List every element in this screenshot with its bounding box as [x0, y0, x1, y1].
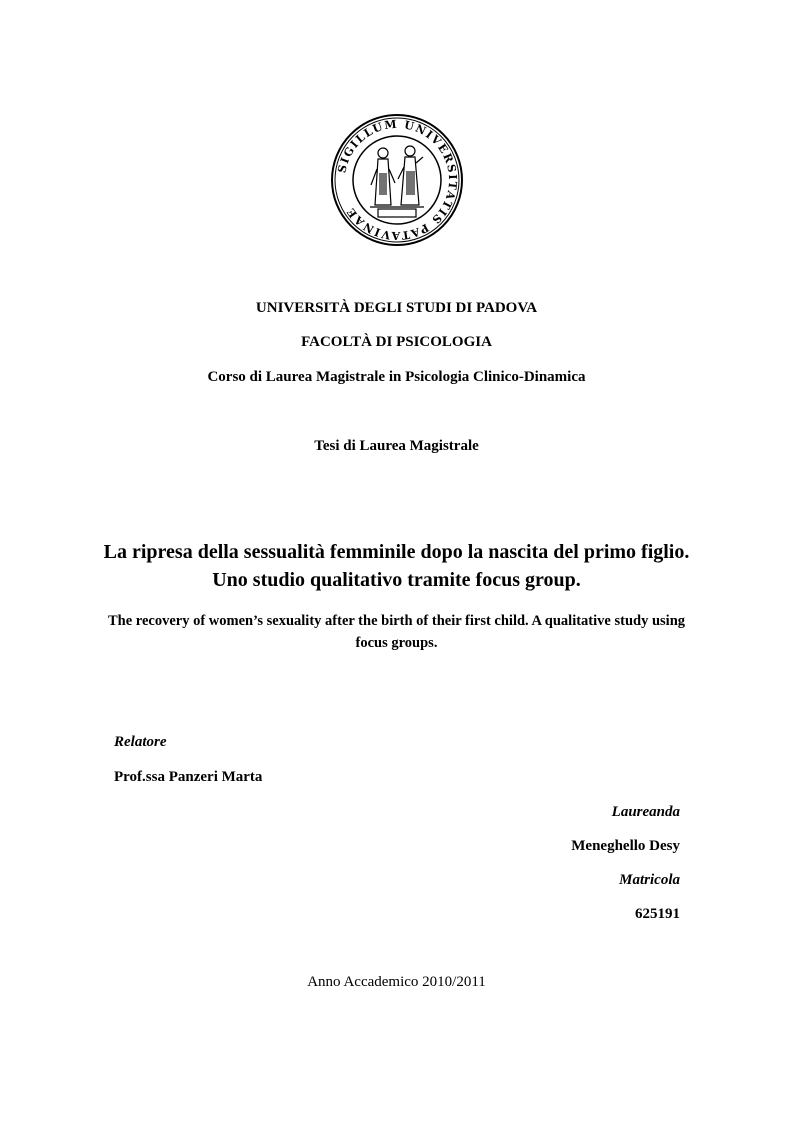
university-name: UNIVERSITÀ DEGLI STUDI DI PADOVA — [255, 300, 538, 316]
candidate-name: Meneghello Desy — [571, 838, 680, 854]
supervisor-label: Relatore — [114, 734, 167, 750]
svg-text:SIGILLUM UNIVERSITATIS PATAVIN: SIGILLUM UNIVERSITATIS PATAVINAE — [335, 117, 460, 243]
thesis-title: La ripresa della sessualità femminile dopo la nascita del primo figlio. Uno studio qualitativo tramite focus group. — [103, 541, 690, 591]
thesis-type: Tesi di Laurea Magistrale — [314, 438, 479, 454]
university-seal-icon — [330, 113, 464, 247]
course-name: Corso di Laurea Magistrale in Psicologia Clinico-Dinamica — [207, 369, 586, 385]
faculty-name: FACOLTÀ DI PSICOLOGIA — [301, 334, 492, 350]
thesis-title-english: The recovery of women’s sexuality after the birth of their first child. A qualitative study using focus groups. — [107, 613, 686, 651]
supervisor-name: Prof.ssa Panzeri Marta — [114, 769, 263, 785]
academic-year: Anno Accademico 2010/2011 — [307, 974, 486, 990]
student-id-label: Matricola — [619, 872, 680, 888]
student-id-value: 625191 — [635, 906, 680, 922]
candidate-label: Laureanda — [611, 804, 680, 820]
